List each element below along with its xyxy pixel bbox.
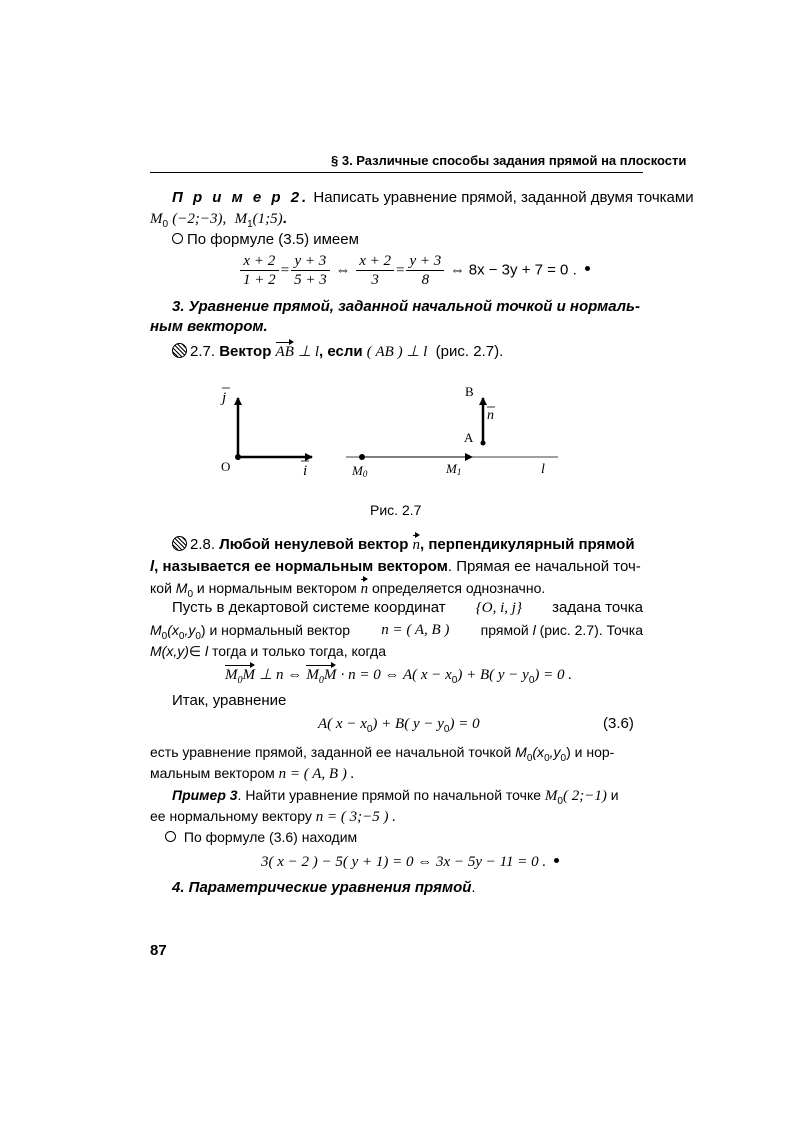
vector-n: n: [413, 534, 421, 556]
example2-label: П р и м е р 2.: [172, 189, 310, 206]
label-n: n: [487, 408, 494, 423]
after-text-1: есть уравнение прямой, заданной ее начальной точкой: [150, 744, 512, 760]
eq-part-2: · n = 0 ⇔ A( x − x: [340, 667, 452, 683]
statement-2-7: [172, 341, 503, 363]
section3-title-line2: ным вектором.: [150, 318, 268, 335]
normal-text: и нормальным вектором: [196, 580, 357, 596]
m1-subscript: 1: [247, 219, 253, 230]
element-of: ∈: [188, 643, 202, 659]
fraction-1-num: x + 2: [240, 252, 279, 271]
label-l: l: [541, 462, 545, 477]
para-text-6: тогда и только тогда, когда: [212, 643, 386, 659]
example2-formula: $\frac{x + 2}{1 + 2}$ = $\frac{y + 3}{5 + 3}$ ⇔ $\frac{x + 2}{3}$ = $\frac{y + 3}{8}$ ⇔ 8x − 3y + 7 = 0 .: [238, 252, 590, 289]
point-a-dot: [481, 441, 486, 446]
coord-x: (x: [167, 622, 179, 638]
section4-title-text: 4. Параметрические уравнения прямой: [172, 879, 472, 896]
normal-def-rest: . Прямая ее начальной точ-: [447, 558, 641, 575]
eq-part-3: ) + B( y − y: [457, 667, 529, 683]
vector-ab: AB: [276, 341, 294, 363]
fraction-3: [356, 252, 394, 289]
label-j: j: [222, 390, 227, 406]
example3-vector: n = ( 3;−5 ) .: [315, 809, 396, 825]
sub0c: 0: [195, 630, 201, 642]
solution-start-icon: [172, 233, 183, 244]
example2-line2: $M_0$ (−2;−3), $M_1(1;5)$.: [150, 210, 287, 230]
itak-line: Итак, уравнение: [172, 692, 287, 709]
after-text-2: и нор-: [574, 744, 615, 760]
example3-point-sub: 0: [557, 795, 563, 807]
after-text-3: мальным вектором: [150, 765, 275, 781]
label-i: i: [303, 463, 308, 479]
fraction-3-den: 3: [371, 272, 379, 288]
page-number: 87: [150, 942, 167, 959]
solution-text: По формуле (3.5) имеем: [187, 231, 359, 248]
section4-title: [172, 877, 476, 899]
word-vector: Вектор: [219, 343, 272, 360]
label-m1: M1: [446, 461, 462, 477]
point-m0-label: M: [150, 622, 162, 638]
fraction-2: [291, 252, 330, 289]
perp-l: ⊥ l: [298, 344, 320, 360]
line-l-label-2: l: [204, 643, 209, 659]
hatched-circle-icon: [172, 536, 187, 551]
header-rule: [150, 172, 643, 173]
label-b: B: [465, 384, 474, 399]
vector-m0m: $M_0M$: [225, 664, 255, 692]
statement-number: 2.8.: [190, 536, 216, 553]
section3-title-line1: 3. Уравнение прямой, заданной начальной точкой и нормаль-: [172, 298, 640, 315]
running-header: § 3. Различные способы задания прямой на плоскости: [331, 153, 687, 168]
eq36-part-3: ) = 0: [449, 716, 480, 732]
para-text-2: задана точка: [552, 599, 643, 616]
uniqueness-text: определяется однозначно.: [371, 580, 546, 596]
sub0: 0: [161, 630, 168, 642]
fraction-1-den: 1 + 2: [243, 272, 276, 288]
eq36-part-1: A( x − x: [318, 716, 367, 732]
example3-solution: [165, 826, 357, 848]
coord-y: ,y: [184, 622, 196, 638]
eq36-part-2: ) + B( y − y: [372, 716, 444, 732]
vector-m0m-2: $M_0M$: [306, 664, 336, 692]
example3-solution-text: По формуле (3.6) находим: [183, 829, 358, 845]
point-m-coords: (x,y): [161, 643, 189, 659]
fraction-4-den: 8: [421, 272, 430, 288]
label-o: O: [221, 459, 231, 474]
example3-label: Пример 3: [172, 787, 238, 803]
example3-and: и: [610, 787, 619, 803]
origin-point: [235, 454, 241, 460]
point-m-label: M: [150, 643, 162, 659]
para-line1: [172, 597, 643, 619]
point-m0-dot: [359, 454, 365, 460]
equation-number: (3.6): [603, 715, 634, 732]
para-text-1: Пусть в декартовой системе координат: [172, 599, 446, 616]
word-kon: кой: [150, 580, 172, 596]
eq-part-1: ⊥ n ⇔: [259, 667, 303, 683]
normal-def-1: Любой ненулевой вектор: [219, 536, 409, 553]
figure-ref: (рис. 2.7).: [435, 343, 504, 360]
statement-number: 2.7.: [190, 343, 216, 360]
example2-line1: [172, 187, 694, 209]
coordinate-system: {O, i, j}: [475, 600, 522, 616]
after-eq-line1: есть уравнение прямой, заданной ее начальной точкой $M_0(x_0,y_0)$ и нор-: [150, 744, 615, 764]
label-a: A: [464, 430, 474, 445]
m0-coords: (−2;−3),: [172, 211, 227, 227]
example3-equation: [261, 851, 559, 873]
example3-coords: ( 2;−1): [562, 788, 607, 804]
m1-coords: (1;5): [252, 211, 283, 227]
para-line3: [150, 640, 386, 662]
example3-eq: 3( x − 2 ) − 5( y + 1) = 0 ⇔ 3x − 5y − 11 = 0 .: [261, 854, 547, 870]
example2-text: Написать уравнение прямой, заданной двумя точками: [313, 189, 694, 206]
point-m1: M: [234, 211, 248, 227]
vector-n-inline: n: [361, 578, 369, 600]
example2-solution: [172, 229, 359, 251]
fraction-4-num: y + 3: [406, 252, 444, 271]
solution-end-icon: [585, 266, 590, 271]
formula-result: 8x − 3y + 7 = 0 .: [468, 261, 577, 279]
fraction-2-den: 5 + 3: [294, 272, 327, 288]
para-text-5: (рис. 2.7). Точка: [539, 622, 643, 638]
figure-caption: Рис. 2.7: [370, 502, 422, 518]
fraction-4: [406, 252, 444, 289]
line-l-word: l: [150, 558, 155, 575]
example3-point: M: [544, 788, 558, 804]
example3-text: . Найти уравнение прямой по начальной точке: [237, 787, 542, 803]
normal-def-3: , называется ее нормальным вектором: [154, 558, 448, 575]
figure-2-7: [200, 378, 570, 490]
after-eq-line2: [150, 762, 354, 785]
eq-part-4: ) = 0 .: [534, 667, 573, 683]
statement-2-8-line2: [150, 556, 641, 578]
section4-dot: .: [471, 879, 476, 896]
vector-n-def-2: n = ( A, B ) .: [278, 766, 355, 782]
word-if: , если: [319, 343, 363, 360]
label-m0: M0: [352, 463, 368, 479]
solution-end-icon-2: [554, 858, 559, 863]
normal-def-2: , перпендикулярный прямой: [420, 536, 635, 553]
solution-start-icon-2: [165, 831, 176, 842]
line-l-label: l: [532, 622, 536, 638]
vector-n-def: n = ( A, B ): [381, 622, 450, 638]
equation-condition: $M_0M$ ⊥ n ⇔ $M_0M \cdot n = 0$ ⇔ A( $x - x_0) + B$( $y - y_0) = 0$ .: [225, 664, 572, 692]
example3-line2: [150, 805, 396, 828]
fraction-1: [240, 252, 279, 289]
statement-2-8-line3: кой $M_0$ и нормальным вектором n определяется однозначно.: [150, 580, 546, 600]
equation-3-6: A( $x - x_0) + B$( $y - y_0) = 0$: [318, 716, 480, 735]
para-text-3: ) и нормальный вектор: [200, 622, 351, 638]
statement-2-8-line1: [172, 534, 635, 556]
hatched-circle-icon: [172, 343, 187, 358]
point-m0: M: [150, 211, 163, 227]
fraction-2-num: y + 3: [291, 252, 330, 271]
condition: ( AB ) ⊥ l: [366, 344, 428, 360]
m0-subscript: 0: [162, 219, 169, 230]
fraction-3-num: x + 2: [356, 252, 394, 271]
para-text-4: прямой: [480, 622, 529, 638]
example3-text-2: ее нормальному вектору: [150, 808, 312, 824]
sub0b: 0: [178, 630, 185, 642]
